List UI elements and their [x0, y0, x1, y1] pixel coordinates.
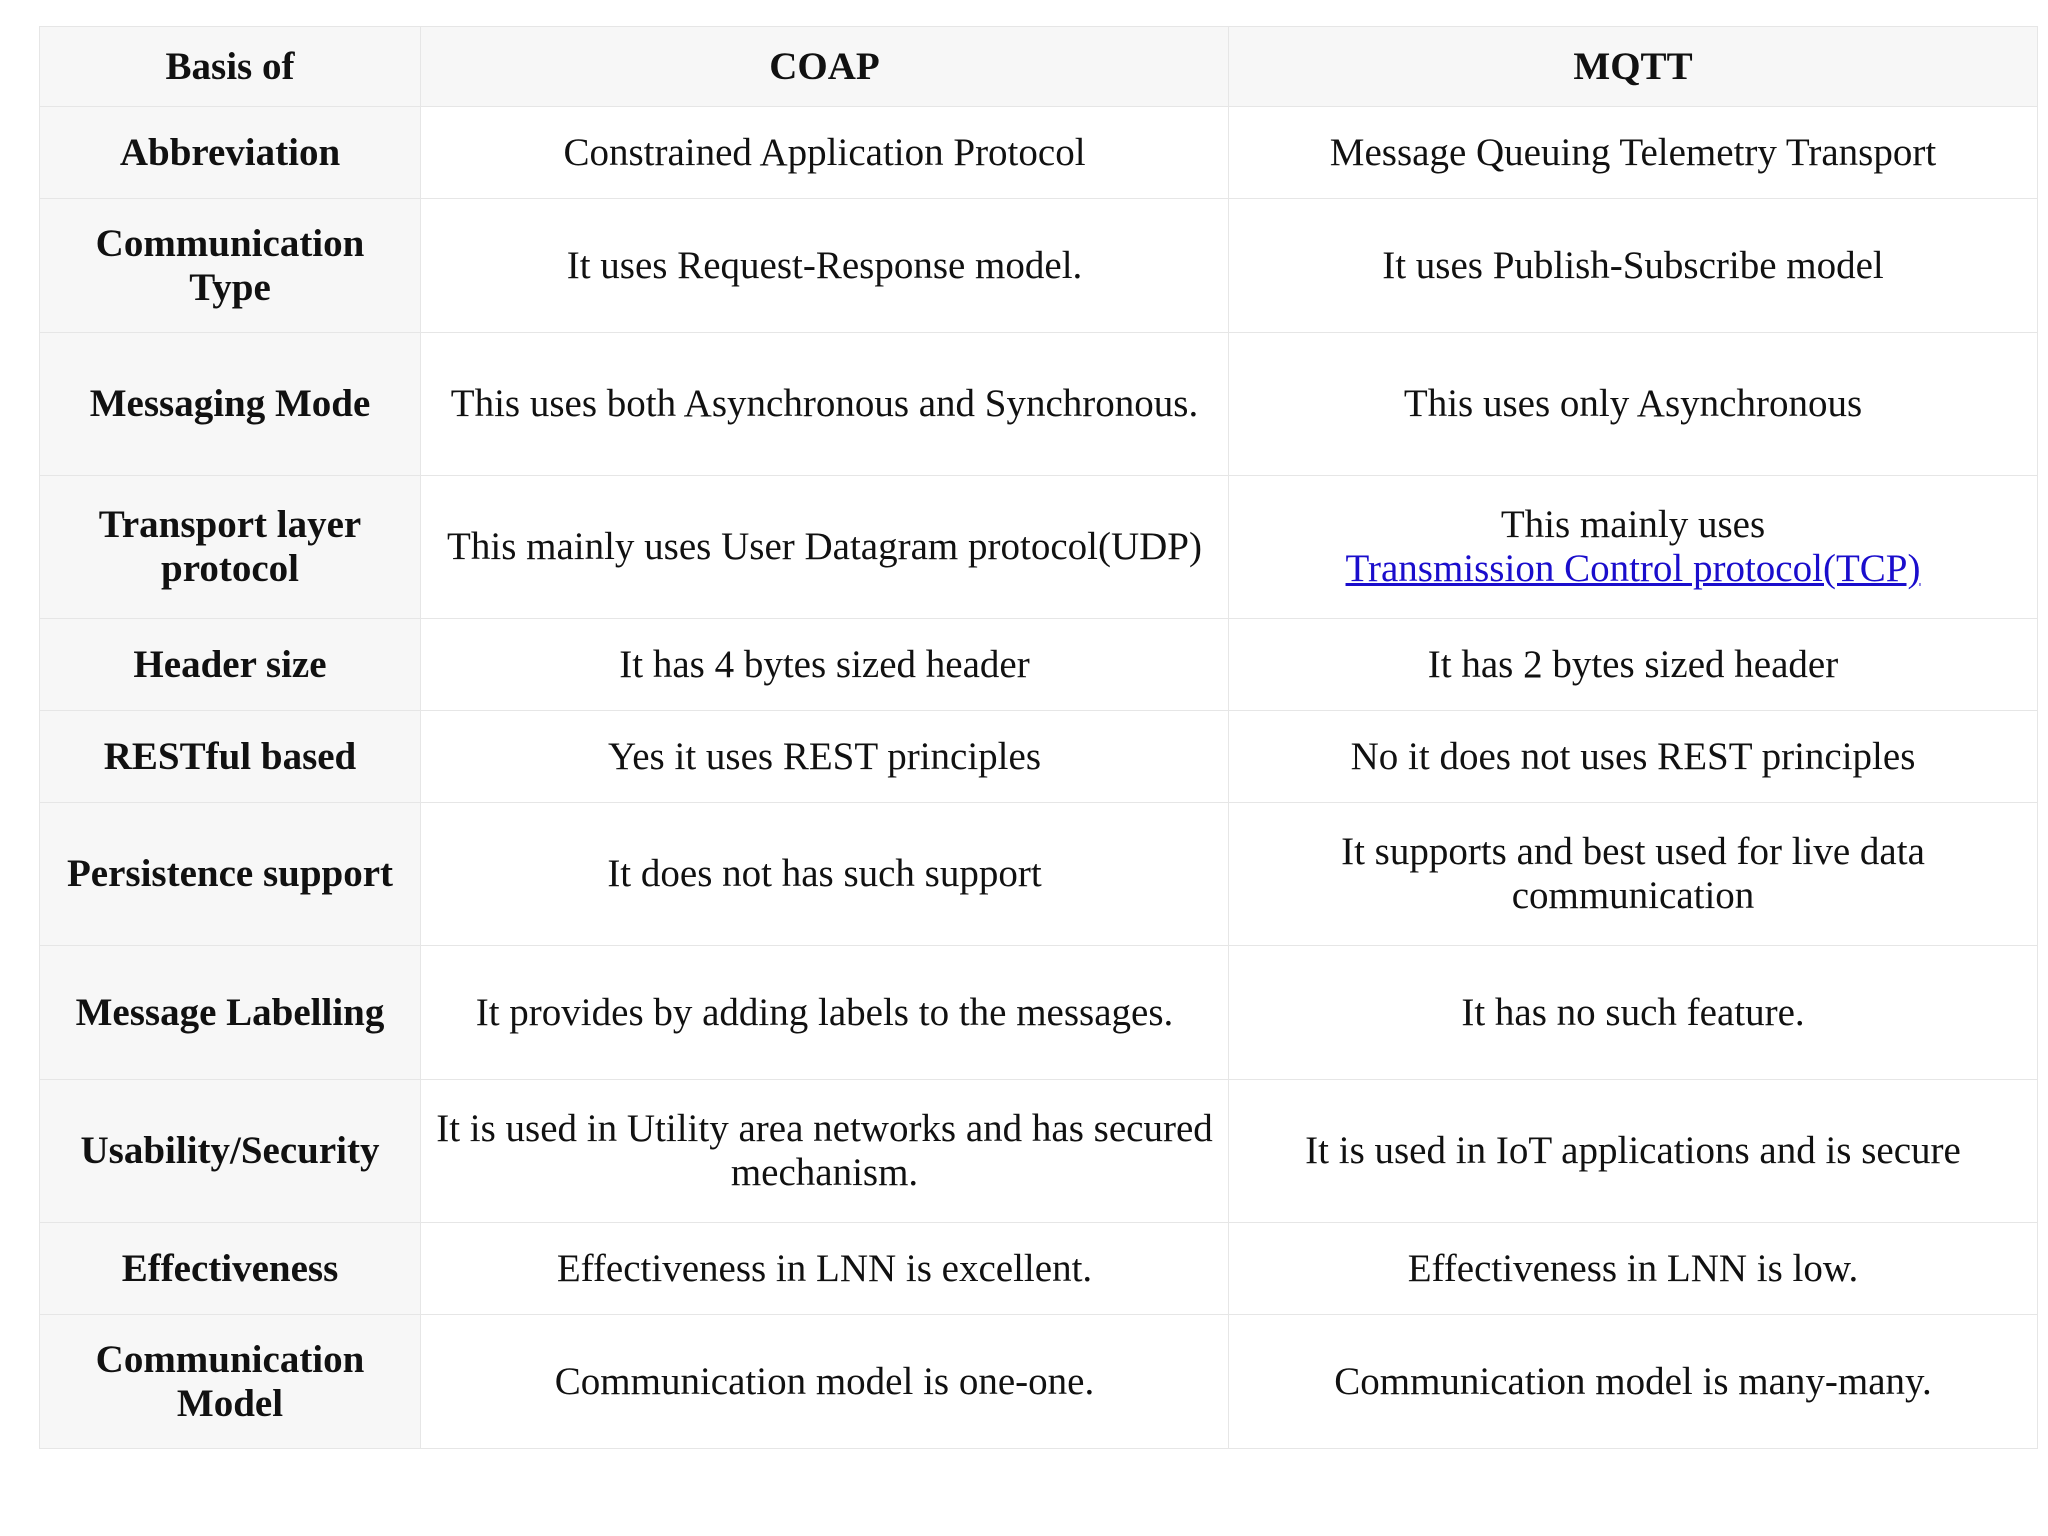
row-label: Message Labelling: [40, 946, 421, 1080]
table-row: [40, 711, 2038, 803]
mqtt-cell: It is used in IoT applications and is secure: [1229, 1080, 2038, 1223]
row-label: Communication Type: [40, 199, 421, 333]
comparison-table: [39, 26, 2038, 1449]
row-label: Header size: [40, 619, 421, 711]
table-row: [40, 946, 2038, 1080]
mqtt-cell: [1229, 476, 2038, 619]
row-label: Messaging Mode: [40, 333, 421, 476]
mqtt-cell-text: This mainly uses: [1500, 503, 1766, 546]
coap-cell: It uses Request-Response model.: [421, 199, 1229, 333]
tcp-link[interactable]: Transmission Control protocol(TCP): [1345, 547, 1921, 590]
header-coap: COAP: [421, 27, 1229, 107]
mqtt-cell: This uses only Asynchronous: [1229, 333, 2038, 476]
table-row: [40, 619, 2038, 711]
coap-cell: This uses both Asynchronous and Synchronous.: [421, 333, 1229, 476]
mqtt-cell: No it does not uses REST principles: [1229, 711, 2038, 803]
coap-cell: It does not has such support: [421, 803, 1229, 946]
coap-cell: It is used in Utility area networks and has secured mechanism.: [421, 1080, 1229, 1223]
coap-cell: Constrained Application Protocol: [421, 107, 1229, 199]
header-mqtt: MQTT: [1229, 27, 2038, 107]
row-label: Persistence support: [40, 803, 421, 946]
table-header: [40, 27, 2038, 107]
table-row: [40, 803, 2038, 946]
mqtt-cell: It has 2 bytes sized header: [1229, 619, 2038, 711]
coap-cell: Effectiveness in LNN is excellent.: [421, 1223, 1229, 1315]
coap-cell: This mainly uses User Datagram protocol(UDP): [421, 476, 1229, 619]
table-row: [40, 107, 2038, 199]
mqtt-cell: Communication model is many-many.: [1229, 1315, 2038, 1449]
coap-cell: It has 4 bytes sized header: [421, 619, 1229, 711]
table-row: [40, 333, 2038, 476]
mqtt-cell: Effectiveness in LNN is low.: [1229, 1223, 2038, 1315]
table-row: [40, 1223, 2038, 1315]
row-label: RESTful based: [40, 711, 421, 803]
header-basis: Basis of: [40, 27, 421, 107]
coap-cell: Yes it uses REST principles: [421, 711, 1229, 803]
header-row: [40, 27, 2038, 107]
table-row: [40, 1315, 2038, 1449]
table-row: [40, 199, 2038, 333]
row-label: Transport layer protocol: [40, 476, 421, 619]
row-label: Abbreviation: [40, 107, 421, 199]
coap-cell: Communication model is one-one.: [421, 1315, 1229, 1449]
table-row: [40, 476, 2038, 619]
row-label: Effectiveness: [40, 1223, 421, 1315]
mqtt-cell: It uses Publish-Subscribe model: [1229, 199, 2038, 333]
table-body: [40, 107, 2038, 1449]
row-label: Communication Model: [40, 1315, 421, 1449]
mqtt-cell: Message Queuing Telemetry Transport: [1229, 107, 2038, 199]
table-row: [40, 1080, 2038, 1223]
coap-cell: It provides by adding labels to the messages.: [421, 946, 1229, 1080]
mqtt-cell: It supports and best used for live data communication: [1229, 803, 2038, 946]
row-label: Usability/Security: [40, 1080, 421, 1223]
mqtt-cell: It has no such feature.: [1229, 946, 2038, 1080]
